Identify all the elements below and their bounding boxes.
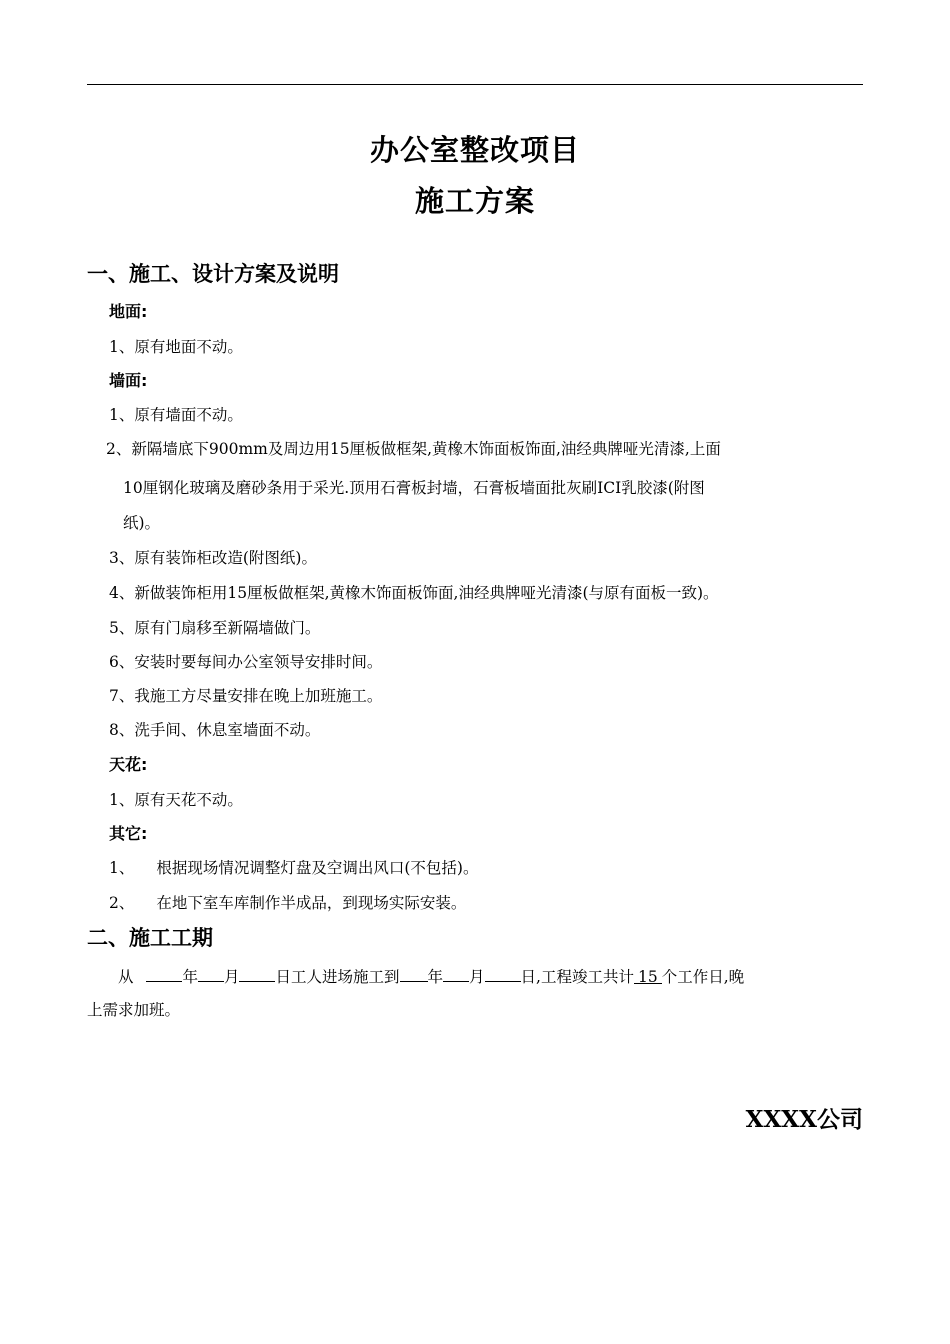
floor-item-1: 1、原有地面不动。 [109,338,243,356]
wall-item-6: 6、安装时要每间办公室领导安排时间。 [109,653,383,671]
day-end-blank[interactable] [485,963,521,982]
schedule-month-1: 月 [223,968,240,986]
wall-label: 墙面: [109,371,148,390]
schedule-line [118,963,744,989]
schedule-line-2: 上需求加班。 [87,1001,181,1019]
wall-item-4: 4、新做装饰柜用15厘板做框架,黄橡木饰面板饰面,油经典牌哑光清漆(与原有面板一致)。 [109,584,719,602]
wall-item-3: 3、原有装饰柜改造(附图纸)。 [109,549,317,567]
floor-label: 地面: [109,302,148,321]
month-start-blank[interactable] [198,963,224,982]
schedule-year-2: 年 [427,968,444,986]
day-start-blank[interactable] [239,963,275,982]
section1-heading: 一、施工、设计方案及说明 [87,262,339,286]
schedule-from: 从 [118,968,134,986]
other-item-2 [109,891,466,915]
wall-item-1: 1、原有墙面不动。 [109,406,243,424]
wall-item-5: 5、原有门扇移至新隔墙做门。 [109,619,321,637]
schedule-day-1: 日工人进场施工到 [275,968,400,986]
other-item-1-text: 根据现场情况调整灯盘及空调出风口(不包括)。 [156,859,479,877]
header-rule [87,84,863,85]
company-signature: XXXX公司 [745,1106,863,1133]
schedule-day-2: 日,工程竣工共计 [520,968,634,986]
working-days-value: 15 [634,965,662,984]
wall-item-8: 8、洗手间、休息室墙面不动。 [109,721,321,739]
month-end-blank[interactable] [443,963,469,982]
wall-item-2-line3: 纸)。 [123,514,161,532]
document-title: 办公室整改项目 [369,133,580,167]
ceiling-label: 天花: [109,755,148,774]
ceiling-item-1: 1、原有天花不动。 [109,791,243,809]
year-end-blank[interactable] [400,963,428,982]
year-start-blank[interactable] [146,963,182,982]
other-item-2-number: 2、 [109,894,135,912]
schedule-year-1: 年 [182,968,198,986]
wall-item-7: 7、我施工方尽量安排在晚上加班施工。 [109,687,383,705]
schedule-month-2: 月 [469,968,485,986]
other-item-2-text: 在地下室车库制作半成品，到现场实际安装。 [156,894,467,912]
section2-heading: 二、施工工期 [87,926,213,950]
wall-item-2-line2: 10厘钢化玻璃及磨砂条用于采光.顶用石膏板封墙，石膏板墙面批灰刷ICI乳胶漆(附图 [123,479,705,497]
other-item-1 [109,856,478,880]
other-item-1-number: 1、 [109,859,135,877]
other-label: 其它: [109,824,148,843]
document-subtitle: 施工方案 [414,184,535,218]
schedule-after-days: 个工作日,晚 [661,968,745,986]
wall-item-2-line1: 2、新隔墙底下900mm及周边用15厘板做框架,黄橡木饰面板饰面,油经典牌哑光清漆,上面 [106,440,721,458]
